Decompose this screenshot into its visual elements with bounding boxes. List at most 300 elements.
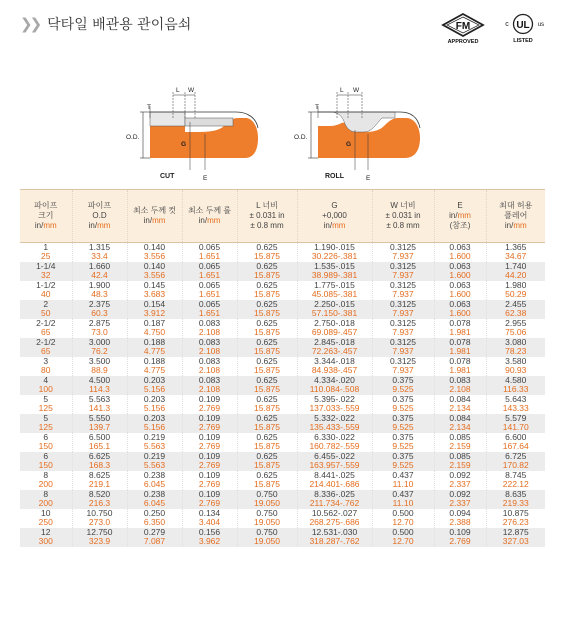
mm-value: 15.875 [254, 460, 280, 471]
cut-groove-diagram [126, 87, 258, 182]
table-cell [237, 338, 297, 357]
inch-value: 0.065 [198, 260, 221, 271]
table-cell [486, 414, 545, 433]
table-row [20, 471, 545, 490]
mm-value: 45.085-.381 [311, 289, 358, 300]
mm-value: 300 [38, 536, 53, 547]
inch-value: 1.660 [88, 260, 111, 271]
table-cell [297, 471, 372, 490]
mm-value: 9.525 [392, 460, 414, 471]
table-cell [182, 376, 237, 395]
inch-value: 6.725 [505, 450, 527, 461]
table-row [20, 528, 545, 547]
mm-value: 6.350 [143, 517, 166, 528]
table-cell [182, 452, 237, 471]
mm-value: 9.525 [392, 403, 414, 414]
roll-e-label: E [366, 175, 371, 182]
column-header [127, 190, 182, 243]
inch-value: 0.750 [256, 526, 278, 537]
inch-value: 5.395-.022 [314, 393, 355, 404]
mm-value: 219.1 [88, 479, 111, 490]
table-cell [434, 395, 486, 414]
mm-value: 2.337 [449, 479, 471, 490]
inch-value: 0.625 [256, 279, 278, 290]
mm-value: 80 [41, 365, 51, 376]
inch-value: 0.3125 [390, 279, 416, 290]
table-cell [297, 357, 372, 376]
inch-value: 12.875 [502, 526, 529, 537]
table-cell [20, 338, 72, 357]
header-text: 최소 두께 롤 [187, 206, 232, 215]
mm-value: 168.3 [88, 460, 111, 471]
mm-value: 2.108 [449, 384, 471, 395]
inch-value: 0.187 [143, 317, 166, 328]
mm-value: 150 [38, 441, 53, 452]
header-text: 파이프 [87, 201, 112, 210]
mm-value: 3.556 [143, 270, 166, 281]
inch-value: 0.375 [392, 431, 414, 442]
table-cell [434, 471, 486, 490]
table-cell [372, 338, 434, 357]
mm-value: 2.388 [449, 517, 471, 528]
mm-value: 170.82 [502, 460, 529, 471]
mm-value: 57.150-.381 [311, 308, 358, 319]
mm-value: 200 [38, 479, 53, 490]
mm-value: 139.7 [88, 422, 111, 433]
table-cell [237, 300, 297, 319]
table-row [20, 433, 545, 452]
table-cell [372, 433, 434, 452]
table-cell [237, 490, 297, 509]
table-cell [182, 338, 237, 357]
mm-value: 2.108 [198, 365, 221, 376]
table-cell [72, 433, 127, 452]
inch-value: 0.134 [198, 507, 221, 518]
table-cell [434, 262, 486, 281]
mm-value: 73.0 [91, 327, 108, 338]
inch-value: 0.063 [449, 260, 471, 271]
table-cell [372, 395, 434, 414]
mm-value: 2.769 [198, 460, 221, 471]
table-cell [20, 490, 72, 509]
inch-value: 0.065 [198, 242, 221, 252]
inch-value: 0.109 [449, 526, 471, 537]
mm-value: 78.23 [505, 346, 527, 357]
table-cell [72, 281, 127, 300]
page-header [20, 12, 191, 36]
mm-value: 15.875 [254, 251, 280, 262]
inch-value: 4 [43, 374, 49, 385]
table-cell [237, 376, 297, 395]
mm-value: 7.937 [392, 308, 414, 319]
table-cell [20, 395, 72, 414]
inch-value: 0.625 [256, 469, 278, 480]
header-unit: in/mm [34, 221, 57, 230]
table-cell [182, 395, 237, 414]
inch-value: 0.140 [143, 260, 166, 271]
roll-groove-diagram [294, 87, 420, 182]
inch-value: 3.580 [505, 355, 527, 366]
inch-value: 3.080 [505, 336, 527, 347]
mm-value: 50.29 [505, 289, 527, 300]
mm-value: 5.156 [143, 422, 166, 433]
table-cell [127, 262, 182, 281]
table-cell [182, 319, 237, 338]
table-header-row [20, 190, 545, 243]
inch-value: 2.875 [88, 317, 111, 328]
roll-caption: ROLL [325, 173, 345, 180]
table-cell [72, 490, 127, 509]
inch-value: 8.441-.025 [314, 469, 355, 480]
mm-value: 6.045 [143, 479, 166, 490]
mm-value: 2.108 [198, 384, 221, 395]
table-cell [297, 490, 372, 509]
inch-value: 0.083 [449, 374, 471, 385]
table-cell [127, 528, 182, 547]
mm-value: 150 [38, 460, 53, 471]
mm-value: 90.93 [505, 365, 527, 376]
mm-value: 40 [41, 289, 51, 300]
table-cell [127, 471, 182, 490]
column-header [372, 190, 434, 243]
inch-value: 0.500 [392, 507, 414, 518]
inch-value: 0.083 [198, 374, 221, 385]
inch-value: 6.625 [88, 450, 111, 461]
table-cell [237, 395, 297, 414]
header-text: 플레어 [504, 211, 528, 220]
roll-t-label: T [315, 104, 319, 111]
mm-value: 3.556 [143, 251, 166, 262]
table-cell [237, 414, 297, 433]
mm-value: 15.875 [254, 308, 280, 319]
mm-value: 1.651 [198, 251, 221, 262]
table-cell [434, 414, 486, 433]
inch-value: 0.3125 [390, 355, 416, 366]
inch-value: 0.625 [256, 355, 278, 366]
mm-value: 116.33 [503, 384, 529, 395]
mm-value: 2.769 [449, 536, 471, 547]
inch-value: 0.375 [392, 450, 414, 461]
table-cell [72, 357, 127, 376]
mm-value: 2.134 [449, 403, 471, 414]
inch-value: 2.455 [505, 298, 527, 309]
header-text: +0,000 [322, 211, 347, 220]
inch-value: 0.092 [449, 488, 471, 499]
table-cell [486, 490, 545, 509]
groove-spec-table [20, 189, 545, 547]
inch-value: 0.3125 [390, 260, 416, 271]
inch-value: 8.635 [505, 488, 527, 499]
table-cell [372, 300, 434, 319]
header-text: W 너비 [390, 201, 416, 210]
table-cell [20, 433, 72, 452]
inch-value: 0.065 [198, 298, 221, 309]
mm-value: 88.9 [91, 365, 108, 376]
table-cell [182, 490, 237, 509]
mm-value: 5.156 [143, 403, 166, 414]
cut-w-label: W [188, 87, 195, 94]
mm-value: 9.525 [392, 441, 414, 452]
inch-value: 10 [41, 507, 51, 518]
mm-value: 160.782-.559 [309, 441, 360, 452]
table-cell [127, 414, 182, 433]
inch-value: 0.238 [143, 488, 166, 499]
table-cell [20, 300, 72, 319]
inch-value: 0.437 [392, 469, 414, 480]
mm-value: 11.10 [392, 498, 414, 509]
table-row [20, 509, 545, 528]
table-cell [372, 452, 434, 471]
inch-value: 2.750-.018 [314, 317, 355, 328]
mm-value: 15.875 [254, 346, 280, 357]
table-cell [372, 471, 434, 490]
mm-value: 3.404 [198, 517, 221, 528]
inch-value: 0.092 [449, 469, 471, 480]
header-text: 최소 두께 컷 [132, 206, 177, 215]
table-row [20, 319, 545, 338]
table-cell [486, 300, 545, 319]
table-cell [372, 509, 434, 528]
mm-value: 11.10 [392, 479, 414, 490]
table-cell [486, 395, 545, 414]
mm-value: 143.33 [502, 403, 529, 414]
table-cell [297, 528, 372, 547]
mm-value: 33.4 [91, 251, 108, 262]
inch-value: 12 [41, 526, 51, 537]
inch-value: 5.550 [88, 412, 111, 423]
ul-caption: LISTED [513, 38, 533, 44]
table-cell [372, 243, 434, 262]
inch-value: 0.078 [449, 336, 471, 347]
table-cell [297, 433, 372, 452]
inch-value: 12.531-.030 [311, 526, 358, 537]
table-cell [434, 357, 486, 376]
mm-value: 65 [41, 346, 51, 357]
inch-value: 2-1/2 [36, 336, 56, 347]
table-cell [237, 281, 297, 300]
inch-value: 3.000 [88, 336, 111, 347]
mm-value: 276.23 [502, 517, 529, 528]
mm-value: 137.033-.559 [309, 403, 360, 414]
table-cell [127, 357, 182, 376]
mm-value: 62.38 [505, 308, 527, 319]
certification-logos [437, 12, 547, 44]
inch-value: 6.600 [505, 431, 527, 442]
mm-value: 15.875 [254, 441, 280, 452]
inch-value: 3.344-.018 [314, 355, 355, 366]
mm-value: 2.134 [449, 422, 471, 433]
mm-value: 48.3 [91, 289, 108, 300]
table-row [20, 262, 545, 281]
table-cell [127, 509, 182, 528]
inch-value: 6.455-.022 [314, 450, 355, 461]
mm-value: 2.769 [198, 422, 221, 433]
inch-value: 0.3125 [390, 298, 416, 309]
table-cell [237, 471, 297, 490]
inch-value: 0.145 [143, 279, 166, 290]
table-cell [486, 471, 545, 490]
header-unit: in/mm [323, 221, 346, 230]
mm-value: 1.651 [198, 289, 221, 300]
table-cell [297, 262, 372, 281]
table-row [20, 281, 545, 300]
table-row [20, 452, 545, 471]
table-cell [434, 319, 486, 338]
fm-mark: FM [455, 21, 471, 32]
table-cell [72, 414, 127, 433]
table-cell [297, 319, 372, 338]
mm-value: 2.337 [449, 498, 471, 509]
inch-value: 1-1/4 [36, 260, 56, 271]
inch-value: 0.084 [449, 412, 471, 423]
mm-value: 2.159 [449, 460, 471, 471]
inch-value: 0.203 [143, 374, 166, 385]
inch-value: 5 [43, 412, 49, 423]
inch-value: 1.190-.015 [314, 242, 355, 252]
inch-value: 0.3125 [390, 336, 416, 347]
inch-value: 8.336-.025 [314, 488, 355, 499]
inch-value: 0.085 [449, 450, 471, 461]
table-cell [372, 281, 434, 300]
inch-value: 1.315 [88, 242, 111, 252]
inch-value: 5.563 [88, 393, 111, 404]
inch-value: 4.580 [505, 374, 527, 385]
inch-value: 0.750 [256, 507, 278, 518]
table-cell [72, 376, 127, 395]
inch-value: 2.250-.015 [314, 298, 355, 309]
column-header [237, 190, 297, 243]
table-cell [434, 300, 486, 319]
inch-value: 8.520 [88, 488, 111, 499]
mm-value: 84.938-.457 [311, 365, 358, 376]
mm-value: 1.651 [198, 270, 221, 281]
table-cell [127, 452, 182, 471]
table-cell [237, 319, 297, 338]
inch-value: 4.500 [88, 374, 111, 385]
column-header [20, 190, 72, 243]
roll-g-label: G [346, 141, 352, 148]
table-cell [486, 338, 545, 357]
table-cell [127, 376, 182, 395]
mm-value: 65 [41, 327, 51, 338]
inch-value: 4.334-.020 [314, 374, 355, 385]
inch-value: 2.375 [88, 298, 111, 309]
mm-value: 15.875 [254, 289, 280, 300]
inch-value: 1.535-.015 [314, 260, 355, 271]
inch-value: 1.900 [88, 279, 111, 290]
table-row [20, 338, 545, 357]
inch-value: 0.109 [198, 412, 221, 423]
table-cell [72, 509, 127, 528]
inch-value: 6 [43, 450, 49, 461]
inch-value: 10.750 [86, 507, 113, 518]
table-cell [372, 528, 434, 547]
table-cell [486, 528, 545, 547]
mm-value: 15.875 [254, 327, 280, 338]
table-cell [372, 414, 434, 433]
ul-us: us [537, 22, 545, 28]
inch-value: 0.625 [256, 336, 278, 347]
table-cell [20, 243, 72, 262]
inch-value: 0.625 [256, 431, 278, 442]
inch-value: 6 [43, 431, 49, 442]
table-cell [434, 490, 486, 509]
cut-g-label: G [181, 141, 187, 148]
header-text: (참조) [449, 221, 471, 230]
header-unit: in/mm [504, 221, 527, 230]
table-cell [72, 262, 127, 281]
mm-value: 222.12 [502, 479, 529, 490]
inch-value: 2 [43, 298, 49, 309]
mm-value: 25 [41, 251, 51, 262]
mm-value: 5.156 [143, 384, 166, 395]
inch-value: 12.750 [86, 526, 113, 537]
table-cell [434, 433, 486, 452]
cut-l-label: L [176, 87, 180, 94]
inch-value: 0.219 [143, 450, 166, 461]
mm-value: 141.3 [88, 403, 111, 414]
table-cell [182, 509, 237, 528]
inch-value: 1.980 [505, 279, 527, 290]
table-cell [182, 300, 237, 319]
table-row [20, 243, 545, 262]
cut-t-label: T [147, 104, 151, 111]
table-cell [372, 262, 434, 281]
inch-value: 1 [43, 242, 49, 252]
mm-value: 5.563 [143, 441, 166, 452]
inch-value: 0.375 [392, 412, 414, 423]
mm-value: 34.67 [505, 251, 527, 262]
table-cell [372, 319, 434, 338]
column-header [182, 190, 237, 243]
header-text: 크기 [38, 211, 54, 220]
mm-value: 60.3 [91, 308, 108, 319]
column-header [486, 190, 545, 243]
inch-value: 10.562-.027 [311, 507, 358, 518]
mm-value: 12.70 [392, 517, 414, 528]
header-unit: in/mm [88, 221, 111, 230]
table-cell [486, 376, 545, 395]
inch-value: 0.063 [449, 242, 471, 252]
column-header [72, 190, 127, 243]
header-text: ± 0.8 mm [386, 221, 420, 230]
mm-value: 1.600 [449, 289, 471, 300]
ul-mark: UL [516, 20, 530, 31]
mm-value: 3.912 [143, 308, 166, 319]
inch-value: 0.437 [392, 488, 414, 499]
mm-value: 44.20 [505, 270, 527, 281]
inch-value: 0.238 [143, 469, 166, 480]
table-cell [297, 338, 372, 357]
mm-value: 4.775 [143, 346, 166, 357]
table-cell [434, 528, 486, 547]
inch-value: 0.250 [143, 507, 166, 518]
table-cell [127, 243, 182, 262]
fm-approved-logo [437, 12, 489, 44]
header-text: G [331, 201, 338, 210]
mm-value: 1.981 [449, 327, 471, 338]
mm-value: 211.734-.762 [309, 498, 360, 509]
inch-value: 0.625 [256, 298, 278, 309]
inch-value: 0.625 [256, 393, 278, 404]
table-row [20, 490, 545, 509]
inch-value: 0.219 [143, 431, 166, 442]
inch-value: 8.745 [505, 469, 527, 480]
mm-value: 323.9 [88, 536, 111, 547]
inch-value: 1-1/2 [36, 279, 56, 290]
table-cell [20, 281, 72, 300]
mm-value: 19.050 [254, 517, 280, 528]
